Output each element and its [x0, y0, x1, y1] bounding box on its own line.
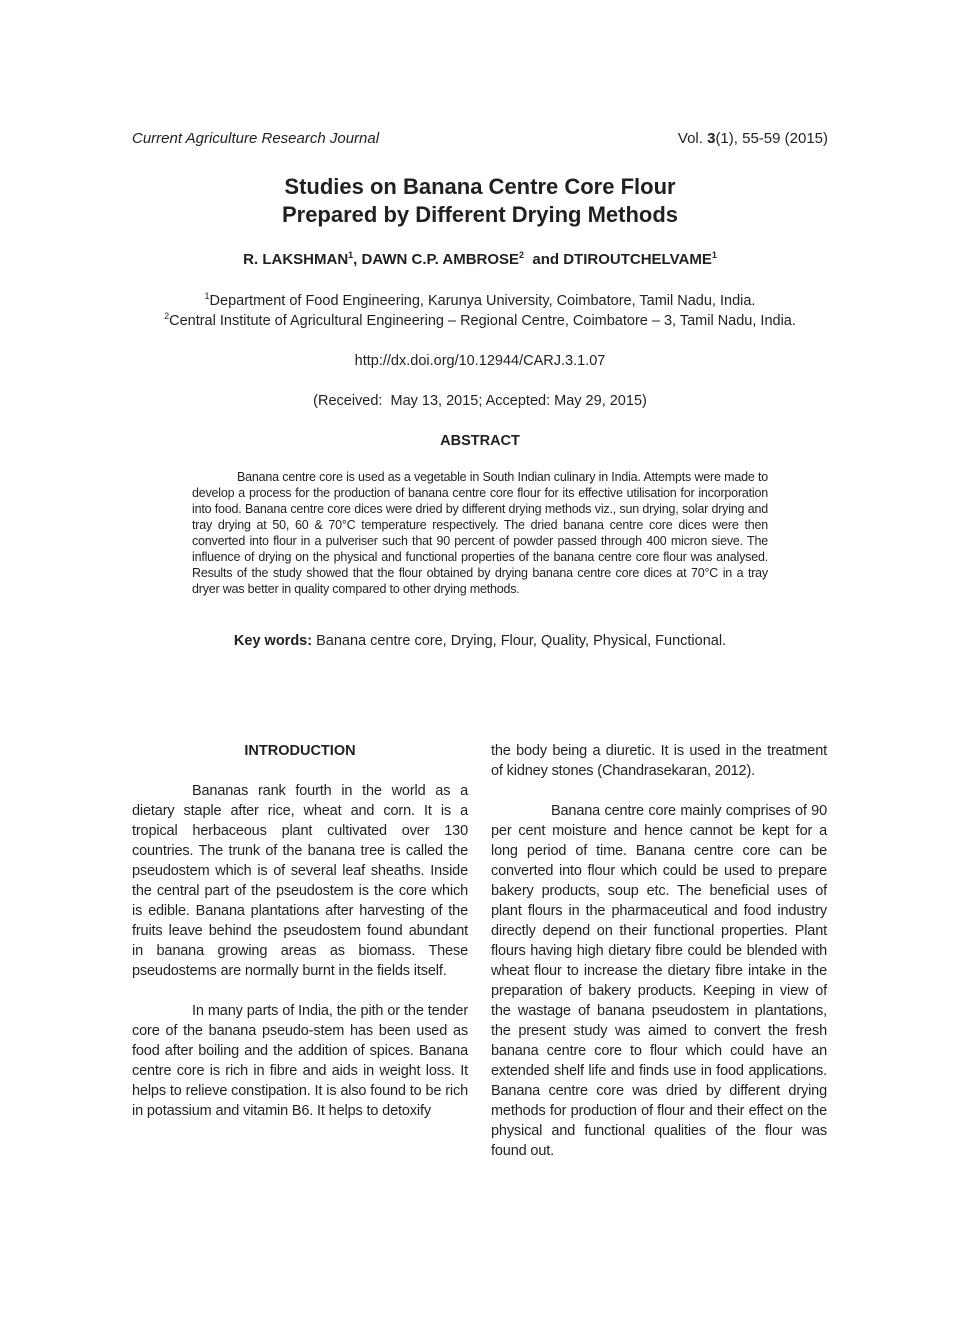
abstract-text: Banana centre core is used as a vegetable in South Indian culinary in India. Attempts were made to develop a process for the production of banana centre core flour for its effective utilisation for incorporation into food. Banana centre core dices were dried by different drying methods viz., sun drying, solar drying and tray drying at 50, 60 & 70°C temperature respectively. The dried banana centre core dices were then converted into flour in a pulveriser such that 90 percent of powder passed through 400 micron sieve. The influence of drying on the physical and functional properties of the banana centre core flour was analysed. Results of the study showed that the flour obtained by drying banana centre core dices at 70°C in a tray dryer was better in quality compared to other drying methods.	[192, 470, 768, 596]
paper-title-line-2: Prepared by Different Drying Methods	[281, 202, 679, 227]
affiliation-1-text: Department of Food Engineering, Karunya University, Coimbatore, Tamil Nadu, India.	[209, 293, 756, 309]
author-1: R. LAKSHMAN	[243, 251, 349, 268]
journal-name: Current Agriculture Research Journal	[132, 130, 380, 147]
affiliation-2-mark: 2	[164, 311, 170, 322]
author-separator: and	[524, 251, 564, 268]
author-2: DAWN C.P. AMBROSE	[361, 251, 520, 268]
author-3: DTIROUTCHELVAME	[563, 251, 712, 268]
volume-number: 3	[707, 130, 716, 147]
affiliation-1-mark: 1	[204, 291, 210, 302]
doi-link[interactable]: http://dx.doi.org/10.12944/CARJ.3.1.07	[354, 353, 606, 369]
author-list	[0, 250, 960, 270]
affiliation-2-text: Central Institute of Agricultural Engineering – Regional Centre, Coimbatore – 3, Tamil Nadu, India.	[169, 313, 796, 329]
left-column	[132, 741, 468, 1141]
affiliations	[0, 291, 960, 331]
affiliation-1	[0, 291, 960, 311]
author-2-affiliation-mark: 2	[519, 250, 525, 260]
intro-paragraph-3: Banana centre core mainly comprises of 90 per cent moisture and hence cannot be kept for a long period of time. Banana centre core can be converted into flour which could be used to prepare bakery products, soup etc. The beneficial uses of plant flours in the pharmaceutical and food industry directly depend on their functional properties. Plant flours having high dietary fibre could be blended with wheat flour to increase the dietary fibre intake in the preparation of bakery products. Keeping in view of the wastage of banana pseudostem in plantations, the present study was aimed to convert the fresh banana centre core to flour which could have an extended shelf life and finds use in food applications. Banana centre core was dried by different drying methods for production of flour and their effect on the physical and functional qualities of the flour was found out.	[491, 803, 827, 1159]
paper-title-line-1: Studies on Banana Centre Core Flour	[284, 174, 676, 199]
affiliation-2	[0, 311, 960, 331]
paper-title	[0, 173, 960, 229]
intro-paragraph-2: In many parts of India, the pith or the tender core of the banana pseudo-stem has been used as food after boiling and the addition of spices. Banana centre core is rich in fibre and aids in weight loss. It helps to relieve constipation. It is also found to be rich in potassium and vitamin B6. It helps to detoxify	[132, 1003, 468, 1119]
right-column	[491, 741, 827, 1181]
keywords-label: Key words:	[233, 633, 313, 649]
volume-prefix: Vol.	[677, 130, 708, 147]
volume-info	[678, 129, 828, 149]
author-1-affiliation-mark: 1	[348, 250, 354, 260]
keywords	[0, 631, 960, 651]
author-separator: ,	[353, 251, 362, 268]
intro-paragraph-2-continued: the body being a diuretic. It is used in the treatment of kidney stones (Chandrasekaran, 2012).	[491, 743, 827, 779]
author-3-affiliation-mark: 1	[711, 250, 717, 260]
received-dates: (Received: May 13, 2015; Accepted: May 29, 2015)	[313, 393, 647, 409]
keywords-text: Banana centre core, Drying, Flour, Quality, Physical, Functional.	[312, 633, 727, 649]
introduction-heading: INTRODUCTION	[244, 743, 356, 759]
volume-suffix: (1), 55-59 (2015)	[715, 130, 828, 147]
abstract-heading: ABSTRACT	[440, 433, 520, 449]
intro-paragraph-1: Bananas rank fourth in the world as a dietary staple after rice, wheat and corn. It is a tropical herbaceous plant cultivated over 130 countries. The trunk of the banana tree is called the pseudostem which is of several leaf sheaths. Inside the central part of the pseudostem is the core which is edible. Banana plantations after harvesting of the fruits leave behind the pseudostem found abundant in banana growing areas as biomass. These pseudostems are normally burnt in the fields itself.	[132, 783, 468, 979]
